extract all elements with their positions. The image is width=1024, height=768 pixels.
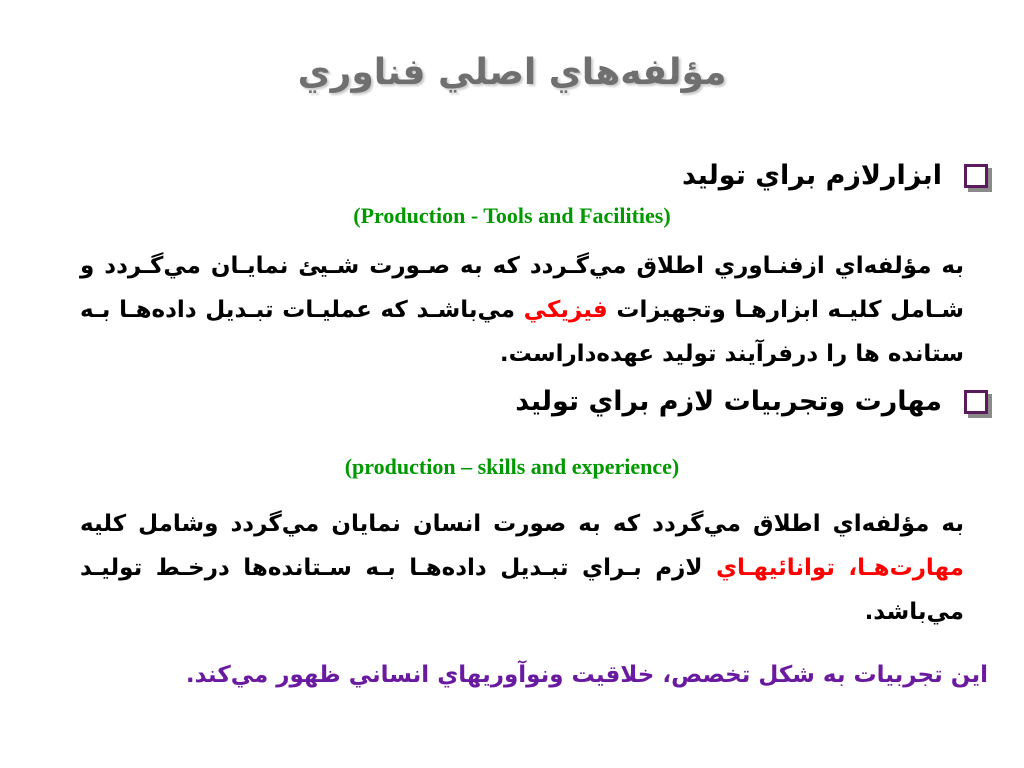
section2-english-subtitle: (production – skills and experience) xyxy=(344,454,680,479)
footer-note: اين تجربيات به شكل تخصص، خلاقيت ونوآوريهاي انساني ظهور مي‌كند. xyxy=(185,662,988,688)
section1-english-subtitle: (Production - Tools and Facilities) xyxy=(353,203,671,228)
section2-paragraph xyxy=(80,502,964,634)
section1-paragraph-text-a: به مؤلفه‌اي ازفنـاوري اطلاق مي‌گـردد كه به صـورت شـيئ نمايـان مي‌گـردد و شـامل كليـه ابزارهـا وتجهيزات xyxy=(80,253,964,323)
section1-paragraph xyxy=(80,244,964,376)
section1-paragraph-text-b: مي‌باشـد كه عمليـات تبـديل داده‌هـا بـه ستانده ها را درفرآيند توليد عهده‌داراست. xyxy=(80,297,964,367)
section2-paragraph-text-a: به مؤلفه‌اي اطلاق مي‌گردد كه به صورت انسان نمايان مي‌گردد وشامل كليه xyxy=(80,511,964,537)
section1-highlight: فيزيكي xyxy=(523,297,608,323)
section2-paragraph-text-b: لازم بـراي تبـديل داده‌هـا بـه سـتانده‌ها درخـط توليـد مي‌باشد. xyxy=(80,555,964,625)
square-bullet-icon xyxy=(964,390,988,414)
slide-title: مؤلفه‌هاي اصلي فناوري xyxy=(297,52,727,93)
section2-highlight: مهارت‌هـا، توانائيهـاي xyxy=(715,555,964,581)
section1-heading-row xyxy=(682,160,988,191)
section1-heading: ابزارلازم براي توليد xyxy=(682,160,942,191)
square-bullet-icon xyxy=(964,164,988,188)
section2-heading-row xyxy=(515,386,988,417)
section2-heading: مهارت وتجربيات لازم براي توليد xyxy=(515,386,942,417)
